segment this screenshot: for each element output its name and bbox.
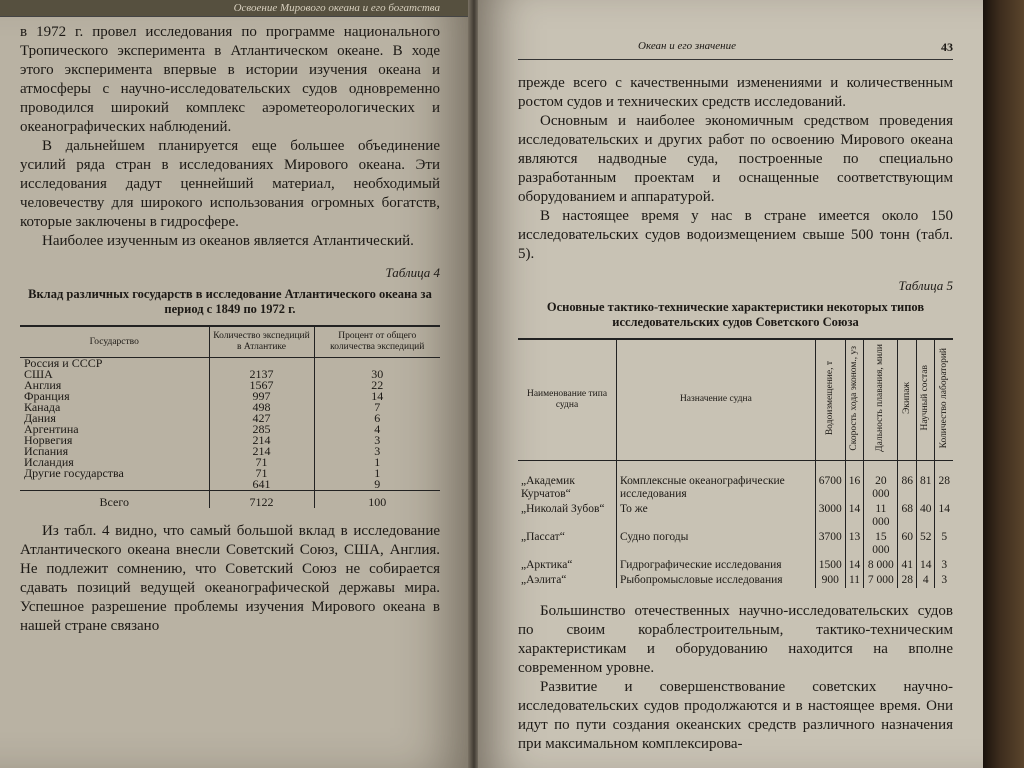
table5-header-label: Количество лабораторий <box>938 347 949 449</box>
name-cell: „Аэлита“ <box>518 573 617 588</box>
country-cell: Франция <box>20 391 209 402</box>
count-cell: 214 <box>209 446 314 457</box>
table-row <box>518 502 953 530</box>
name-cell: „Академик Курчатов“ <box>518 460 617 502</box>
sci-cell: 81 <box>916 460 935 502</box>
paragraph: Из табл. 4 видно, что самый большой вклад в исследование Атлантического океана внесли Советский Союз, США, Англия. Не подлежит сомнению, что Советский Союз не собирается сдавать позиций ведущей океанографической державы мира. Успешное разрешение проблемы изучения Мирового океана в нашей стране связано <box>20 523 440 634</box>
table4-title: Вклад различных государств в исследование Атлантического океана за период с 1849 по 1972 г. <box>28 287 432 316</box>
labs-cell: 28 <box>938 474 950 487</box>
labs-cell: 14 <box>938 502 950 515</box>
crew-cell: 86 <box>898 460 917 502</box>
country-cell: Норвегия <box>20 435 209 446</box>
table5-header-label: Водоизмещение, т <box>824 360 835 435</box>
range-cell: 8 000 <box>864 558 898 573</box>
labs-cell: 3 <box>941 573 948 586</box>
count-cell: 1567 <box>209 380 314 391</box>
table5-header-label: Экипаж <box>901 381 912 414</box>
table5-header <box>864 339 898 460</box>
table4 <box>20 325 440 508</box>
country-cell: Аргентина <box>20 424 209 435</box>
purpose-cell: Комплексные океанографические исследования <box>617 460 816 502</box>
disp-cell: 3700 <box>815 530 845 558</box>
table5-header-label: Дальность плавания, мили <box>875 344 886 452</box>
country-cell: Исландия <box>20 457 209 468</box>
right-page <box>478 0 983 768</box>
percent-cell: 6 <box>374 411 381 425</box>
disp-cell: 3000 <box>815 502 845 530</box>
background-edge <box>983 0 1024 768</box>
paragraph: Наиболее изученным из океанов является Атлантический. <box>42 233 414 249</box>
speed-cell: 14 <box>845 502 864 530</box>
labs-cell: 5 <box>941 530 948 543</box>
range-cell: 7 000 <box>864 573 898 588</box>
range-cell: 15 000 <box>864 530 898 558</box>
name-cell: „Николай Зубов“ <box>518 502 617 530</box>
total-percent-cell: 100 <box>314 491 440 509</box>
table5-header-label: Скорость хода эконом., уз <box>849 345 860 451</box>
table-row <box>20 479 440 491</box>
count-cell: 71 <box>209 468 314 479</box>
count-cell: 997 <box>209 391 314 402</box>
purpose-cell: Судно погоды <box>617 530 816 558</box>
count-cell: 71 <box>209 457 314 468</box>
percent-cell: 7 <box>374 400 381 414</box>
total-count-cell: 7122 <box>209 491 314 509</box>
country-cell: Англия <box>20 380 209 391</box>
table5-header <box>935 339 953 460</box>
table5-header <box>845 339 864 460</box>
speed-cell: 11 <box>845 573 864 588</box>
name-cell: „Пассат“ <box>518 530 617 558</box>
crew-cell: 41 <box>898 558 917 573</box>
percent-cell: 22 <box>371 378 384 392</box>
percent-cell: 3 <box>374 433 381 447</box>
country-cell: Канада <box>20 402 209 413</box>
percent-cell: 4 <box>374 422 381 436</box>
count-cell: 2137 <box>209 369 314 380</box>
speed-cell: 13 <box>845 530 864 558</box>
table5-header-label: Научный состав <box>920 365 931 431</box>
paragraph: Основным и наиболее экономичным средством проведения исследовательских и других работ по освоению Мирового океана являются надводные суда, построенные по специально разработанным проектам и оснащенные соответствующим оборудованием и аппаратурой. <box>518 113 953 205</box>
percent-cell: 3 <box>374 444 381 458</box>
speed-cell: 16 <box>845 460 864 502</box>
total-label-cell: Всего <box>20 491 209 509</box>
count-cell: 641 <box>209 479 314 491</box>
table-total-row <box>20 491 440 509</box>
paragraph: В настоящее время у нас в стране имеется около 150 исследовательских судов водоизмещением свыше 500 тонн (табл. 5). <box>518 208 953 262</box>
country-cell: Испания <box>20 446 209 457</box>
country-cell: Другие государства <box>20 468 209 479</box>
table5-header: Назначение судна <box>617 339 816 460</box>
table4-header: Государство <box>20 326 209 358</box>
paragraph: прежде всего с качественными изменениями и количественным ростом судов и технических средств исследований. <box>518 75 953 110</box>
disp-cell: 6700 <box>815 460 845 502</box>
table-row <box>518 558 953 573</box>
table5 <box>518 338 953 588</box>
percent-cell: 1 <box>374 466 381 480</box>
purpose-cell: То же <box>617 502 816 530</box>
range-cell: 20 000 <box>864 460 898 502</box>
table5-title: Основные тактико-технические характеристики некоторых типов исследовательских судов Советского Союза <box>546 300 925 329</box>
percent-cell: 1 <box>374 455 381 469</box>
country-cell <box>20 479 209 491</box>
crew-cell: 68 <box>898 502 917 530</box>
range-cell: 11 000 <box>864 502 898 530</box>
paragraph: Развитие и совершенствование советских научно-исследовательских судов продолжаются и в настоящее время. Они идут по пути создания океанских средств различного назначения при максимальном комплексирова- <box>518 678 953 752</box>
table-row <box>518 530 953 558</box>
running-head-right <box>518 10 953 60</box>
count-cell: 285 <box>209 424 314 435</box>
table5-header <box>916 339 935 460</box>
left-page <box>0 0 470 768</box>
paragraph: в 1972 г. провел исследования по программе национального Тропического эксперимента в Атлантическом океане. В ходе этого эксперимента впервые в истории изучения океана и атмосферы с научно-исследовательских судов одновременно проводился широкий комплекс аэрометеорологических и океанографических наблюдений. <box>20 24 440 135</box>
running-head-title: Океан и его значение <box>638 40 737 52</box>
table5-caption: Таблица 5 <box>898 278 953 293</box>
country-cell: Дания <box>20 413 209 424</box>
purpose-cell: Гидрографические исследования <box>617 558 816 573</box>
table-row <box>518 460 953 502</box>
country-cell: США <box>20 369 209 380</box>
paragraph: Большинство отечественных научно-исследовательских судов по своим кораблестроительным, тактико-техническим характеристикам и оборудованию находится на вполне современном уровне. <box>518 602 953 676</box>
running-head-left: Освоение Мирового океана и его богатства <box>0 0 470 17</box>
table4-header: Процент от общего количества экспедиций <box>314 326 440 358</box>
paragraph: В дальнейшем планируется еще большее объединение усилий ряда стран в исследованиях Мирового океана. Эти исследования дадут ценнейший материал, необходимый человечеству для широкого использования огромных богатств, которые заключены в гидросфере. <box>20 138 440 230</box>
disp-cell: 900 <box>815 573 845 588</box>
sci-cell: 52 <box>916 530 935 558</box>
percent-cell: 9 <box>374 477 381 491</box>
disp-cell: 1500 <box>815 558 845 573</box>
country-cell: Россия и СССР <box>20 358 209 370</box>
count-cell: 427 <box>209 413 314 424</box>
table4-caption: Таблица 4 <box>385 265 440 280</box>
sci-cell: 40 <box>916 502 935 530</box>
table-row <box>518 573 953 588</box>
crew-cell: 28 <box>898 573 917 588</box>
table5-header <box>815 339 845 460</box>
speed-cell: 14 <box>845 558 864 573</box>
table4-header: Количество экспедиций в Атлантике <box>209 326 314 358</box>
count-cell: 498 <box>209 402 314 413</box>
name-cell: „Арктика“ <box>518 558 617 573</box>
labs-cell: 3 <box>941 558 948 571</box>
count-cell: 214 <box>209 435 314 446</box>
page-number: 43 <box>941 40 953 54</box>
percent-cell: 30 <box>371 367 384 381</box>
crew-cell: 60 <box>898 530 917 558</box>
purpose-cell: Рыбопромысловые исследования <box>617 573 816 588</box>
sci-cell: 14 <box>916 558 935 573</box>
percent-cell: 14 <box>371 389 384 403</box>
sci-cell: 4 <box>916 573 935 588</box>
table5-header <box>898 339 917 460</box>
table5-header: Наименование типа судна <box>518 339 617 460</box>
